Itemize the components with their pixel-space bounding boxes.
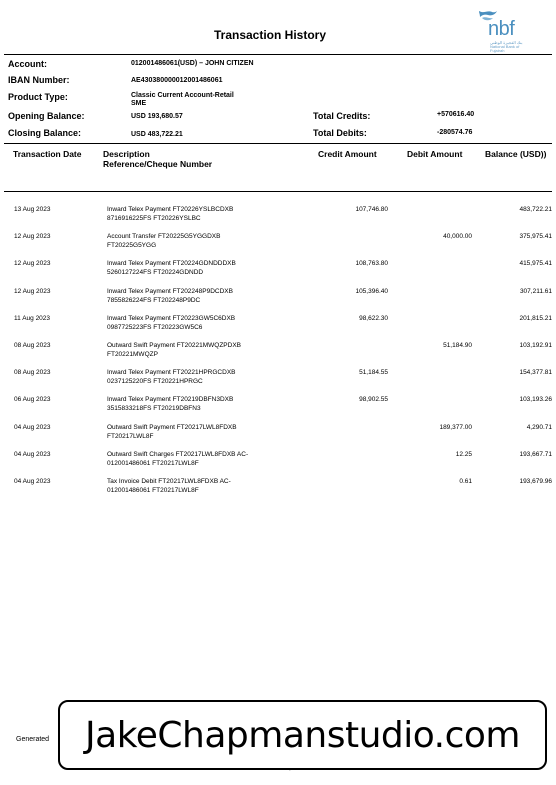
account-label: Account: (8, 59, 47, 69)
row-description: Inward Telex Payment FT20226YSLBCDXB 8716916225FS FT20226YSLBC (107, 206, 234, 222)
total-credits-value: +570616.40 (437, 111, 475, 118)
row-credit: 98,622.30 (359, 315, 388, 322)
product-type-value-line1: Classic Current Account-Retail (131, 92, 234, 99)
header-bottom-divider (4, 191, 552, 192)
row-credit: 98,902.55 (359, 396, 388, 403)
table-row (0, 205, 556, 229)
iban-label: IBAN Number: (8, 75, 70, 85)
row-debit: 12.25 (455, 451, 472, 458)
row-date: 12 Aug 2023 (14, 233, 51, 240)
row-credit: 105,396.40 (355, 288, 388, 295)
row-balance: 307,211.61 (519, 288, 552, 295)
header-transaction-date: Transaction Date (13, 149, 82, 159)
logo-subtext: بنك الفجيرة الوطني National Bank of Fujairah (490, 40, 523, 53)
row-debit: 189,377.00 (439, 424, 472, 431)
row-description: Tax Invoice Debit FT20217LWL8FDXB AC- 012001486061 FT20217LWL8F (107, 478, 231, 494)
row-description: Inward Telex Payment FT20219DBFN3DXB 3515833218FS FT20219DBFN3 (107, 396, 234, 412)
total-debits-label: Total Debits: (313, 128, 367, 138)
row-description: Inward Telex Payment FT20223GW5C6DXB 0987725223FS FT20223GW5C6 (107, 315, 236, 331)
row-balance: 103,193.26 (519, 396, 552, 403)
row-balance: 103,192.91 (519, 342, 552, 349)
table-row (0, 368, 556, 392)
logo-text: nbf (488, 18, 515, 40)
row-description: Inward Telex Payment FT20221HPRGCDXB 0237125220FS FT20221HPRGC (107, 369, 236, 385)
row-date: 08 Aug 2023 (14, 342, 51, 349)
row-balance: 193,667.71 (519, 451, 552, 458)
footer-generated: Generated (16, 736, 50, 743)
row-description: Outward Swift Payment FT20217LWL8FDXB FT20217LWL8F (107, 424, 237, 440)
header-divider (4, 54, 552, 55)
row-description: Outward Swift Payment FT20221MWQZPDXB FT20221MWQZP (107, 342, 242, 358)
row-date: 04 Aug 2023 (14, 424, 51, 431)
row-balance: 375,975.41 (519, 233, 552, 240)
row-debit: 51,184.90 (443, 342, 472, 349)
row-date: 12 Aug 2023 (14, 260, 51, 267)
table-row (0, 232, 556, 256)
row-balance: 201,815.21 (519, 315, 552, 322)
row-debit: 40,000.00 (443, 233, 472, 240)
row-date: 04 Aug 2023 (14, 451, 51, 458)
table-row (0, 341, 556, 365)
table-row (0, 259, 556, 283)
opening-balance-value: USD 193,680.57 (131, 113, 183, 120)
table-row (0, 477, 556, 501)
row-date: 06 Aug 2023 (14, 396, 51, 403)
row-credit: 107,746.80 (355, 206, 388, 213)
row-description: Inward Telex Payment FT20224GDNDDDXB 5260127224FS FT20224GDNDD (107, 260, 236, 276)
page-title: Transaction History (213, 28, 327, 42)
row-date: 12 Aug 2023 (14, 288, 51, 295)
row-credit: 108,763.80 (355, 260, 388, 267)
total-credits-label: Total Credits: (313, 111, 371, 121)
account-value: 012001486061(USD) – JOHN CITIZEN (131, 60, 254, 67)
row-balance: 483,722.21 (519, 206, 552, 213)
header-reference: Reference/Cheque Number (103, 159, 213, 169)
row-debit: 0.61 (459, 478, 472, 485)
row-balance: 154,377.81 (519, 369, 552, 376)
total-debits-value: -280574.76 (437, 129, 473, 136)
table-row (0, 395, 556, 419)
table-row (0, 450, 556, 474)
table-row (0, 423, 556, 447)
header-debit-amount: Debit Amount (407, 149, 463, 159)
product-type-label: Product Type: (8, 92, 68, 102)
table-row (0, 314, 556, 338)
row-date: 13 Aug 2023 (14, 206, 51, 213)
header-credit-amount: Credit Amount (318, 149, 377, 159)
closing-balance-value: USD 483,722.21 (131, 131, 183, 138)
row-description: Account Transfer FT20225G5YGGDXB FT20225G5YGG (107, 233, 221, 249)
header-balance: Balance (USD)) (485, 149, 547, 159)
row-balance: 415,975.41 (519, 260, 552, 267)
opening-balance-label: Opening Balance: (8, 111, 85, 121)
closing-balance-label: Closing Balance: (8, 128, 82, 138)
row-balance: 4,290.71 (526, 424, 552, 431)
row-date: 08 Aug 2023 (14, 369, 51, 376)
row-date: 11 Aug 2023 (14, 315, 51, 322)
row-balance: 193,679.96 (519, 478, 552, 485)
row-credit: 51,184.55 (359, 369, 388, 376)
table-row (0, 287, 556, 311)
row-description: Inward Telex Payment FT202248P9DCDXB 7855826224FS FT202248P9DC (107, 288, 233, 304)
row-date: 04 Aug 2023 (14, 478, 51, 485)
watermark-banner: JakeChapmanstudio.com (58, 700, 547, 770)
header-description: Description (103, 149, 150, 159)
bank-logo (476, 8, 536, 52)
iban-value: AE430380000012001486061 (131, 77, 223, 84)
product-type-value-line2: SME (131, 100, 147, 107)
table-top-divider (4, 143, 552, 144)
row-description: Outward Swift Charges FT20217LWL8FDXB AC- 012001486061 FT20217LWL8F (107, 451, 249, 467)
